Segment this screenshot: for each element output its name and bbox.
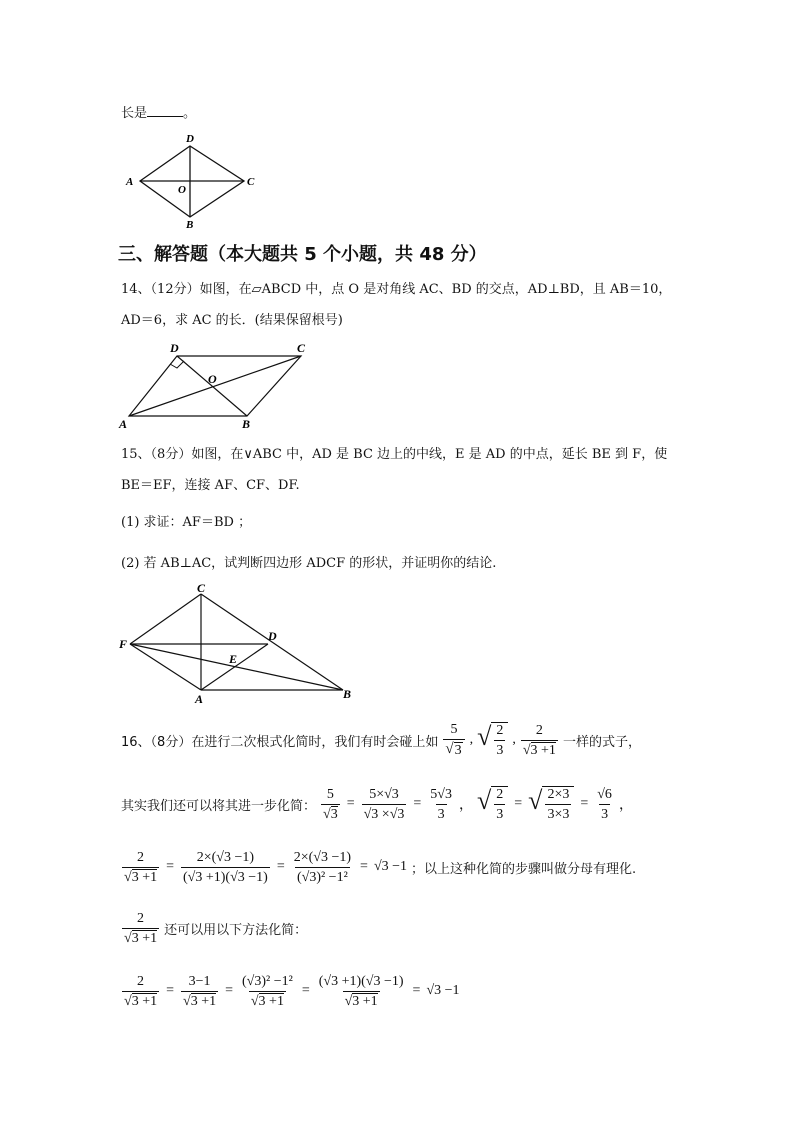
label-d: D (186, 133, 194, 145)
q16-line2: 其实我们还可以将其进一步化简： $\frac{5}{√3}$ = $\frac{5\times√3}{√3 \times√3}$ = $\frac{5√3}{3}$ ， √ $\frac{2}{3}$ = √ $\frac{2\times 3}{3\times 3}$ = $\frac{√6}{3}$ ， (121, 786, 633, 822)
q16-line2-text: 其实我们还可以将其进一步化简： (121, 798, 317, 814)
label-c: C (197, 583, 206, 595)
question13-period: 。 (183, 106, 197, 121)
label-a: A (126, 176, 134, 188)
sqrt-2-over-3: √ $\frac{2}{3}$ (477, 722, 508, 758)
label-b: B (242, 417, 251, 431)
label-o: O (178, 184, 186, 196)
q16-line5: $\frac{2}{√3 +1}$ = $\frac{3-1}{√3 +1}$ = $\frac{\text{(√3)² −1²}}{√3 +1}$ = $\frac{(√3 +1)(√3 -1)}{√3 +1}$ = √3 −1 (124, 973, 460, 1009)
q15-part2: (2) 若 AB⊥AC，试判断四边形 ADCF 的形状，并证明你的结论. (121, 556, 497, 571)
label-f: F (119, 637, 128, 651)
q16-intro: 16、（8分）在进行二次根式化简时，我们有时会碰上如 5 √ 3 , √ $\frac{2}{3}$ , $\frac{2}{√3 +1}$ 一样的式子， (121, 722, 641, 758)
label-b: B (186, 219, 194, 230)
q16-line3: $\frac{2}{√3 +1}$ = $\frac{2\times(√3 -1)}{(√3 +1)(√3 -1)}$ = $\frac{2\times(√3 -1)}{\text{(√3)² −1²}}$ = √3 −1 ；以上这种化简的步骤叫做分母有理化. (124, 849, 637, 885)
parallelogram-figure (115, 340, 325, 432)
section-title: 三、解答题（本大题共 5 个小题，共 48 分） (118, 244, 487, 265)
label-c: C (297, 341, 306, 355)
q16-intro-text: 16、（8分）在进行二次根式化简时，我们有时会碰上如 (121, 734, 439, 750)
rhombus-figure (118, 130, 268, 230)
frac-5-over-sqrt3: 5 √ 3 (443, 722, 464, 758)
segment-fc (130, 594, 201, 644)
label-d: D (268, 629, 277, 643)
q15-line2: BE＝EF，连接 AF、CF、DF. (121, 478, 300, 493)
q14-line1: 14、（12分）如图，在▱ABCD 中，点 O 是对角线 AC、BD 的交点，AD⊥BD，且 AB＝10， (121, 282, 672, 297)
label-o: O (208, 372, 217, 386)
label-a: A (195, 692, 204, 705)
q15-part1: (1) 求证：AF＝BD ； (121, 515, 252, 530)
segment-ad (201, 644, 268, 690)
q15-line1: 15、（8分）如图，在∨ABC 中，AD 是 BC 边上的中线，E 是 AD 的中点，延长 BE 到 F，使 (121, 447, 668, 462)
segment-fb (130, 644, 343, 690)
q16-line4: $\frac{2}{√3 +1}$ 还可以用以下方法化简： (124, 910, 308, 946)
diagonal-ac (129, 356, 301, 416)
q14-line2: AD＝6，求 AC 的长．(结果保留根号) (121, 313, 343, 328)
label-e: E (229, 652, 238, 666)
question13-tail (121, 104, 196, 124)
q16-intro-tail: 一样的式子， (562, 734, 641, 750)
segment-fa (130, 644, 201, 690)
question13-text: 长是 (121, 106, 148, 121)
frac-2-over-sqrt3-plus-1: $\frac{2}{√3 +1}$ (522, 722, 556, 758)
label-c: C (247, 176, 255, 188)
answer-blank (147, 104, 183, 117)
q16-line4-text: 还可以用以下方法化简： (164, 922, 308, 938)
label-a: A (119, 417, 128, 431)
q16-line3-text: ；以上这种化简的步骤叫做分母有理化. (411, 861, 637, 877)
diagonal-bd (177, 356, 247, 416)
label-b: B (343, 687, 352, 701)
triangle-figure (115, 583, 360, 705)
label-d: D (170, 341, 179, 355)
